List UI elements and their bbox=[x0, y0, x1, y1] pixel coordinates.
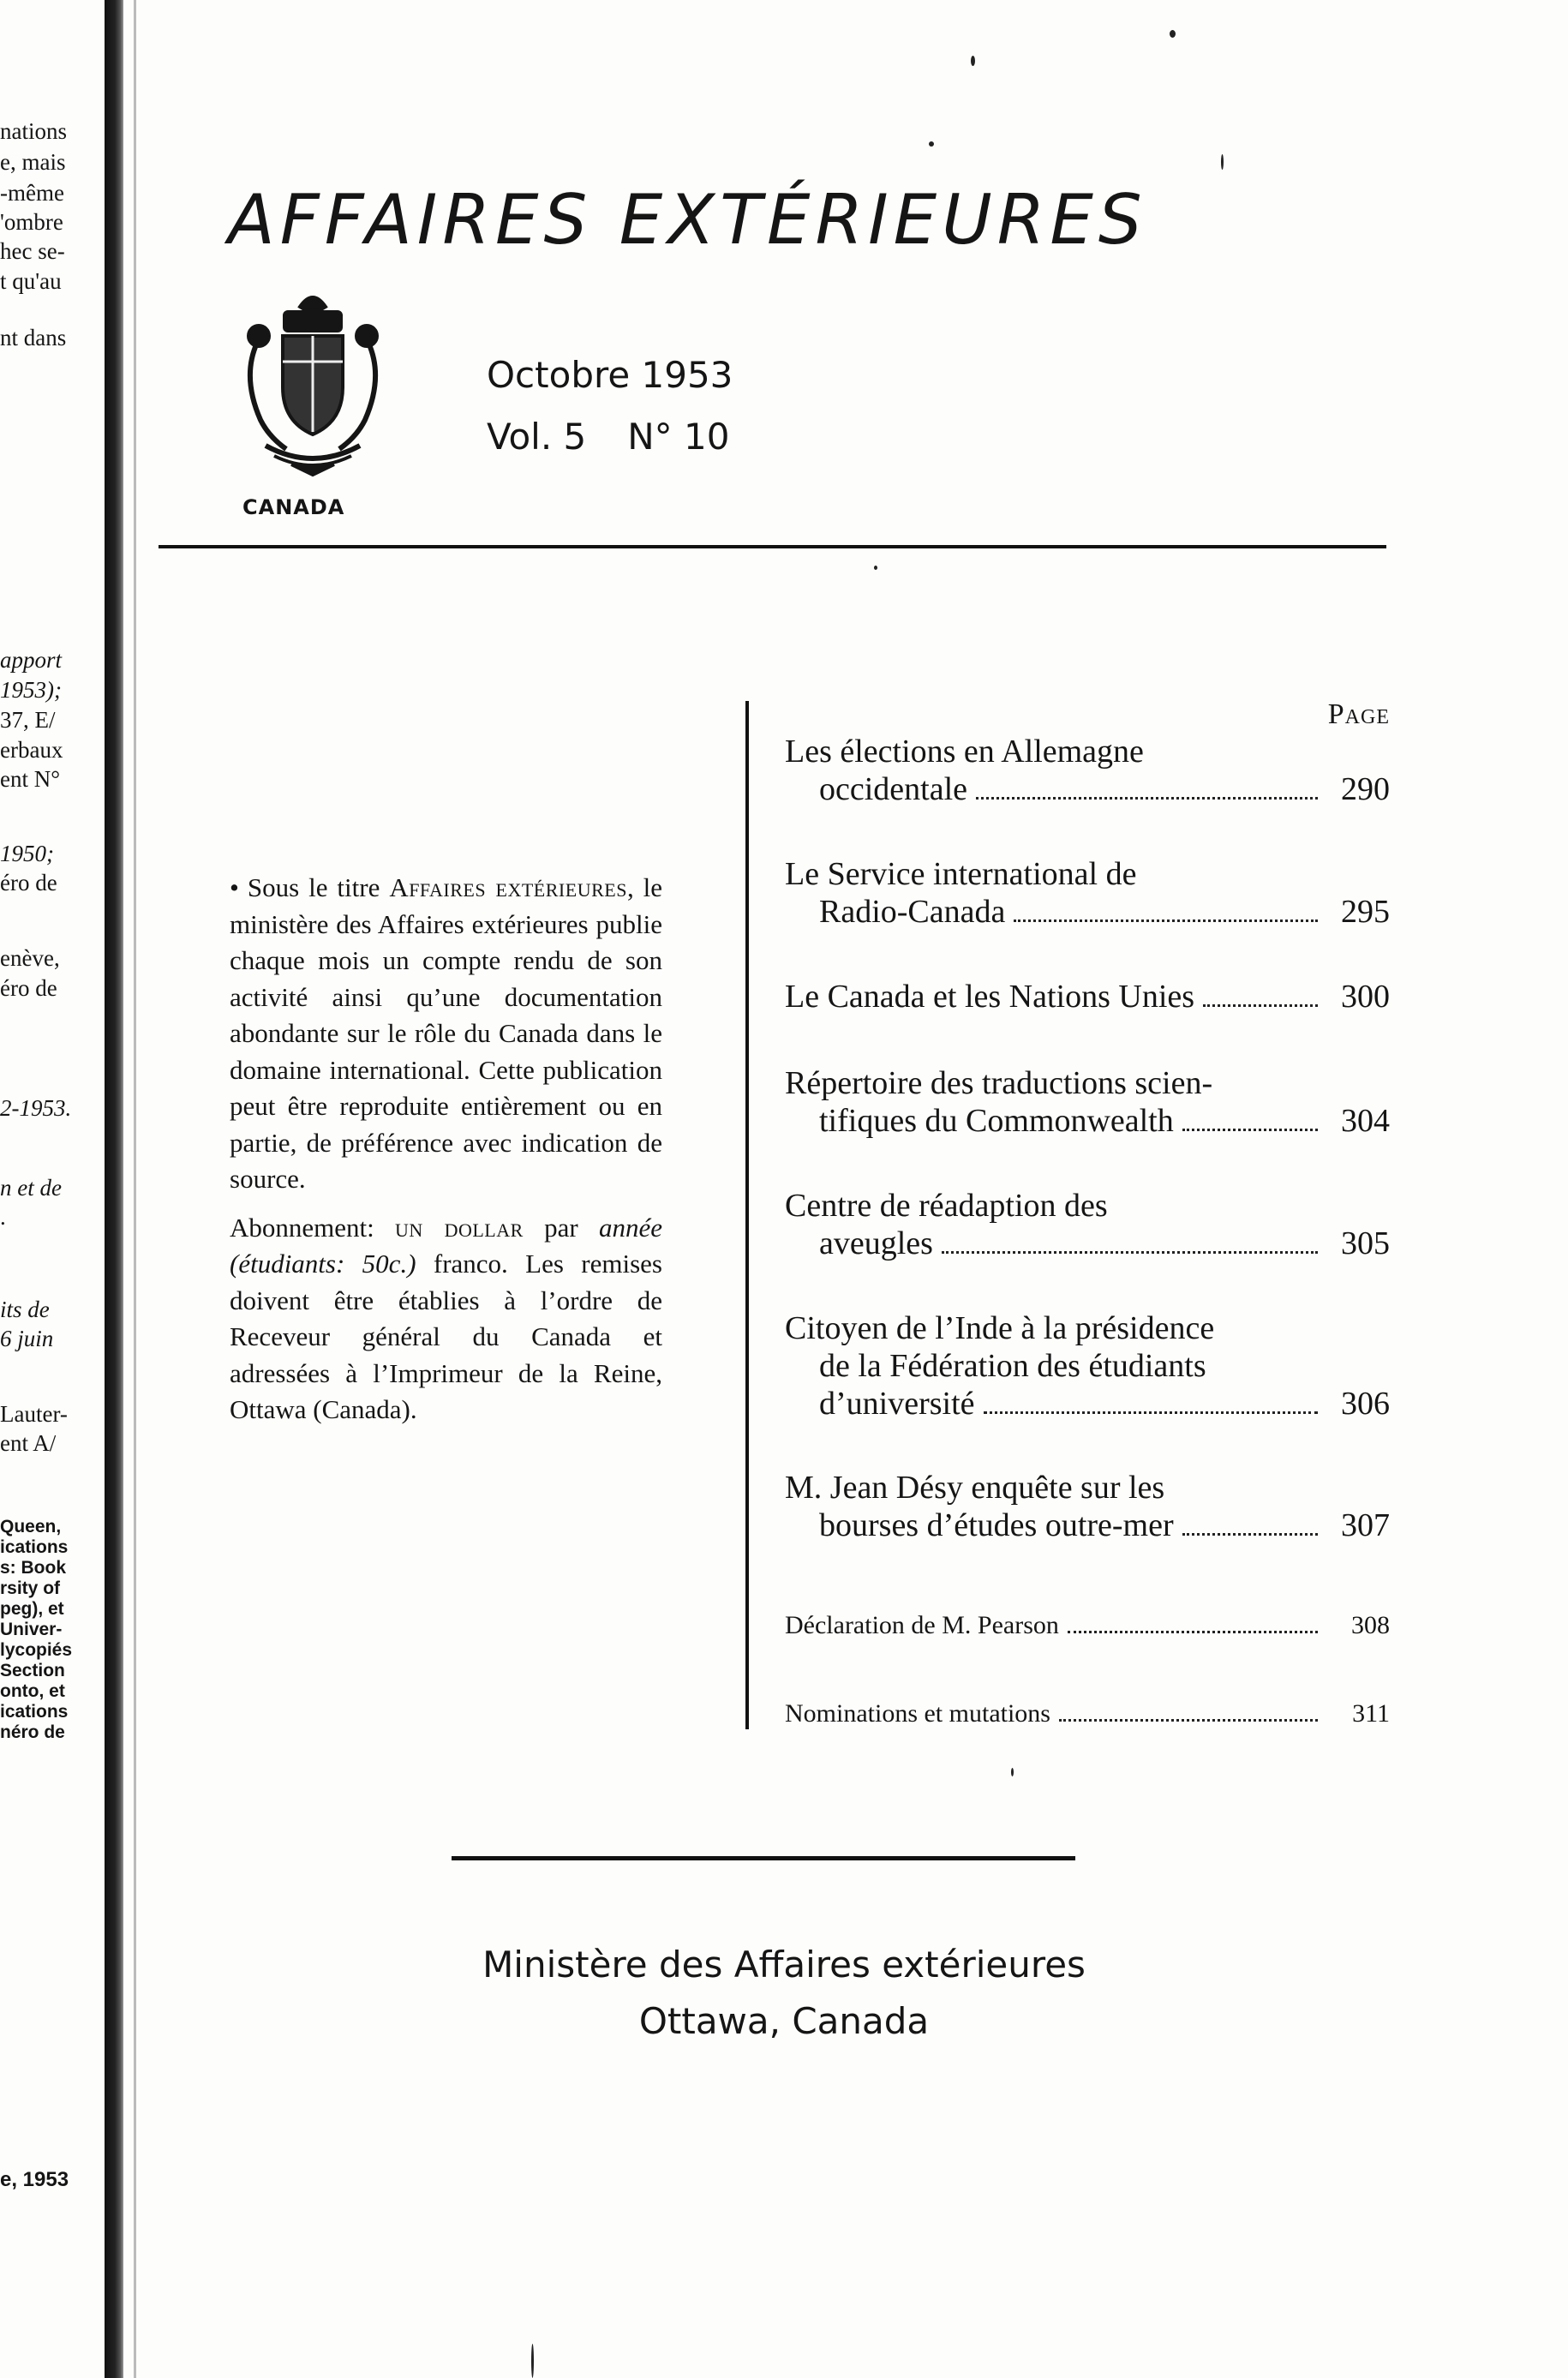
toc-entry bbox=[785, 1469, 1390, 1544]
toc-entry-title: de la Fédération des étudiants bbox=[819, 1348, 1206, 1384]
facing-text-line: erbaux bbox=[0, 737, 63, 763]
toc-entry bbox=[785, 1064, 1390, 1140]
toc-entry-title: aveugles bbox=[819, 1225, 933, 1261]
facing-text-line: n et de bbox=[0, 1175, 62, 1201]
title-small-caps: Affaires extérieures bbox=[389, 872, 627, 902]
footer-rule bbox=[452, 1856, 1075, 1860]
toc-page-number: 311 bbox=[1352, 1699, 1390, 1728]
volume-number bbox=[487, 406, 733, 468]
about-text: , le ministère des Affaires extérieures publie chaque mois un compte rendu de son activité ainsi qu’une documentation abondante sur le rôle du Canada dans le domaine international. Cette publication peut être reproduite entièrement ou en partie, de préférence avec indication de source. bbox=[230, 872, 663, 1194]
issue-info bbox=[487, 344, 733, 468]
toc-entry bbox=[785, 1187, 1390, 1262]
toc-entry-title: tifiques du Commonwealth bbox=[819, 1103, 1174, 1139]
facing-small-line: peg), et bbox=[0, 1599, 64, 1619]
facing-footer: e, 1953 bbox=[0, 2168, 69, 2191]
facing-page-strip bbox=[0, 0, 103, 2378]
gutter-edge bbox=[134, 0, 136, 2378]
canada-coat-of-arms-icon bbox=[231, 283, 394, 480]
toc-entry-title: d’université bbox=[819, 1386, 975, 1422]
subscription-paragraph bbox=[230, 1210, 662, 1429]
toc-vertical-rule bbox=[745, 701, 749, 1729]
facing-text-line: apport bbox=[0, 647, 63, 673]
facing-small-line: ications bbox=[0, 1537, 69, 1557]
toc-entry-title: occidentale bbox=[819, 771, 968, 807]
toc-entry-title: Radio-Canada bbox=[819, 894, 1006, 930]
toc-entry bbox=[785, 733, 1390, 808]
toc-entry-title: Centre de réadaption des bbox=[785, 1188, 1108, 1224]
bullet-icon: • bbox=[230, 872, 239, 902]
toc-entry-title: bourses d’études outre-mer bbox=[819, 1507, 1174, 1543]
facing-text-line: e, mais bbox=[0, 149, 66, 175]
subscription-text: franco. Les remises doivent être établies à l’ordre de Receveur général du Canada et adressées à l’Imprimeur de la Reine, Ottawa (Canada). bbox=[230, 1249, 662, 1424]
facing-small-line: s: Book bbox=[0, 1558, 67, 1578]
about-blurb bbox=[230, 870, 662, 1441]
facing-small-line: Univer- bbox=[0, 1620, 63, 1639]
about-text: Sous le titre bbox=[247, 872, 390, 902]
facing-text-line: nations bbox=[0, 118, 67, 144]
facing-text-line: 1953); bbox=[0, 677, 62, 703]
toc-entry-title: Les élections en Allemagne bbox=[785, 734, 1144, 770]
toc-page-number: 304 bbox=[1341, 1103, 1390, 1139]
toc-entry-title: Nominations et mutations bbox=[785, 1699, 1050, 1728]
toc-entry-title: M. Jean Désy enquête sur les bbox=[785, 1470, 1165, 1506]
facing-small-line: Section bbox=[0, 1661, 65, 1680]
publisher-name: Ministère des Affaires extérieures bbox=[482, 1944, 1086, 1986]
toc-entry bbox=[785, 978, 1390, 1015]
toc-entry-title: Répertoire des traductions scien- bbox=[785, 1065, 1213, 1101]
facing-text-line: its de bbox=[0, 1297, 50, 1322]
facing-text-line: éro de bbox=[0, 975, 57, 1001]
facing-text-line: -même bbox=[0, 180, 64, 206]
toc-entry-title: Le Service international de bbox=[785, 856, 1137, 892]
facing-small-line: Queen, bbox=[0, 1517, 62, 1536]
publication-title: AFFAIRES EXTÉRIEURES bbox=[228, 180, 1147, 260]
toc-entry bbox=[785, 855, 1390, 931]
facing-text-line: 'ombre bbox=[0, 209, 63, 235]
toc-page-number: 290 bbox=[1341, 771, 1390, 807]
toc-entry bbox=[785, 1309, 1390, 1423]
subscription-text: Abonnement: bbox=[230, 1212, 396, 1243]
masthead-rule bbox=[159, 545, 1386, 548]
facing-text-line: enève, bbox=[0, 945, 60, 971]
facing-text-line: 37, E/ bbox=[0, 707, 56, 733]
facing-text-line: Lauter- bbox=[0, 1401, 68, 1427]
toc-entry-title: Déclaration de M. Pearson bbox=[785, 1611, 1059, 1639]
toc-entry-title: Le Canada et les Nations Unies bbox=[785, 979, 1195, 1015]
toc-page-number: 305 bbox=[1341, 1225, 1390, 1261]
toc-entry-title: Citoyen de l’Inde à la présidence bbox=[785, 1310, 1215, 1346]
issue-date: Octobre 1953 bbox=[487, 354, 733, 396]
toc-page-number: 308 bbox=[1351, 1611, 1390, 1639]
binding-gutter bbox=[105, 0, 123, 2378]
facing-text-line: t qu'au bbox=[0, 268, 62, 294]
about-paragraph bbox=[230, 870, 662, 1198]
facing-small-line: lycopiés bbox=[0, 1640, 73, 1660]
toc-page-number: 295 bbox=[1341, 894, 1390, 930]
publisher-location: Ottawa, Canada bbox=[638, 2000, 930, 2042]
facing-text-line: 6 juin bbox=[0, 1326, 54, 1351]
publisher-footer bbox=[257, 1937, 1311, 2050]
issue-number: N° 10 bbox=[627, 416, 730, 458]
toc-entry bbox=[785, 1695, 1390, 1733]
subscription-italic: année (étudiants: 50c.) bbox=[230, 1212, 662, 1279]
facing-small-line: ications bbox=[0, 1702, 69, 1722]
facing-text-line: . bbox=[0, 1204, 6, 1230]
toc-entry bbox=[785, 1607, 1390, 1644]
facing-text-line: nt dans bbox=[0, 325, 67, 350]
facing-text-line: 1950; bbox=[0, 841, 54, 866]
facing-small-line: onto, et bbox=[0, 1681, 65, 1701]
subscription-text: par bbox=[523, 1212, 599, 1243]
facing-text-line: ent N° bbox=[0, 766, 61, 792]
toc-page-header: Page bbox=[1327, 698, 1390, 730]
country-label: CANADA bbox=[242, 495, 345, 519]
facing-text-line: éro de bbox=[0, 870, 57, 895]
toc-page-number: 306 bbox=[1341, 1386, 1390, 1422]
price-small-caps: un dollar bbox=[395, 1212, 524, 1243]
volume: Vol. 5 bbox=[487, 416, 587, 458]
facing-text-line: 2-1953. bbox=[0, 1095, 72, 1121]
facing-text-line: ent A/ bbox=[0, 1430, 57, 1456]
facing-small-line: néro de bbox=[0, 1722, 65, 1742]
facing-text-line: hec se- bbox=[0, 238, 65, 264]
toc-page-number: 307 bbox=[1341, 1507, 1390, 1543]
facing-small-line: rsity of bbox=[0, 1578, 61, 1598]
toc-page-number: 300 bbox=[1341, 979, 1390, 1015]
